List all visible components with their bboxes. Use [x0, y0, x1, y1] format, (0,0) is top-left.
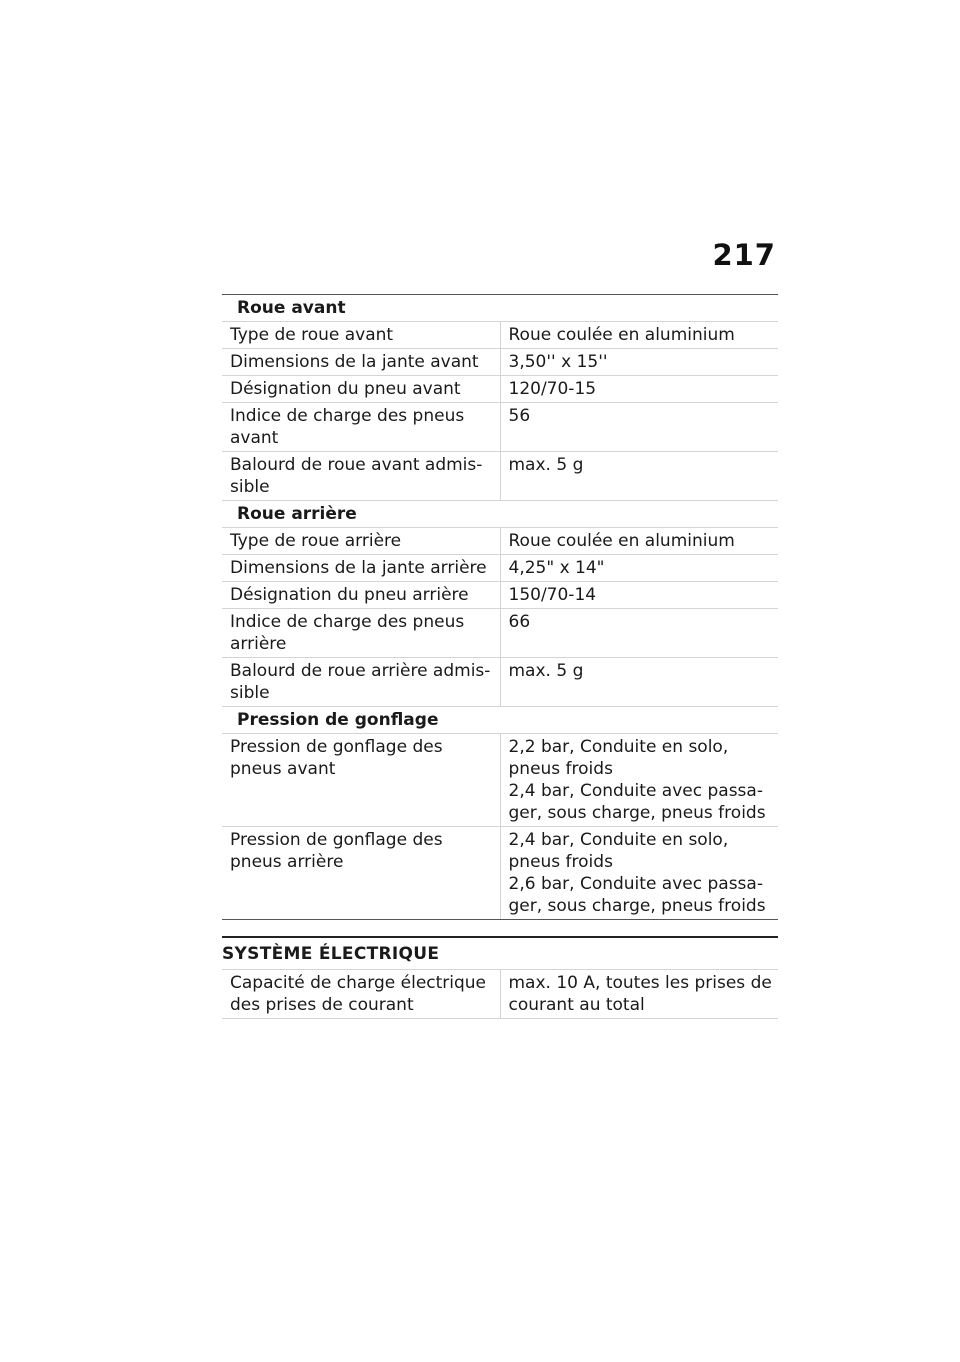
spec-table-wheels [222, 294, 778, 920]
table-row [222, 376, 778, 403]
table-row [222, 970, 778, 1019]
row-label: Balourd de roue avant admis-sible [222, 452, 500, 501]
row-label: Balourd de roue arrière admis-sible [222, 658, 500, 707]
value-line: 2,4 bar, Conduite avec passa-ger, sous charge, pneus froids [508, 781, 766, 823]
value-line: 2,4 bar, Conduite en solo, pneus froids [508, 830, 729, 872]
row-label: Désignation du pneu avant [222, 376, 500, 403]
section-heading-text: Pression de gonflage [222, 707, 778, 734]
spec-content [222, 294, 778, 1019]
row-label: Pression de gonflage des pneus avant [222, 734, 500, 827]
row-value: 66 [500, 609, 778, 658]
spec-table-electrical [222, 969, 778, 1019]
row-value: Roue coulée en aluminium [500, 322, 778, 349]
row-label: Pression de gonflage des pneus arrière [222, 827, 500, 920]
table-row [222, 349, 778, 376]
table-row [222, 322, 778, 349]
row-value: 150/70-14 [500, 582, 778, 609]
row-value [500, 827, 778, 920]
section-title-electrical: SYSTÈME ÉLECTRIQUE [222, 936, 778, 965]
table-row [222, 582, 778, 609]
value-line: 2,2 bar, Conduite en solo, pneus froids [508, 737, 729, 779]
section-heading-text: Roue avant [222, 295, 778, 322]
row-label: Dimensions de la jante avant [222, 349, 500, 376]
row-value: 3,50'' x 15'' [500, 349, 778, 376]
table-row [222, 452, 778, 501]
row-label: Indice de charge des pneus avant [222, 403, 500, 452]
page-number: 217 [712, 238, 776, 272]
row-value: max. 10 A, toutes les prises de courant au total [500, 970, 778, 1019]
row-value: Roue coulée en aluminium [500, 528, 778, 555]
row-label: Désignation du pneu arrière [222, 582, 500, 609]
row-value [500, 734, 778, 827]
row-value: 4,25" x 14" [500, 555, 778, 582]
section-heading-rear-wheel [222, 501, 778, 528]
table-row [222, 658, 778, 707]
section-heading-inflation [222, 707, 778, 734]
row-value: max. 5 g [500, 658, 778, 707]
section-heading-front-wheel [222, 295, 778, 322]
table-row [222, 528, 778, 555]
section-heading-text: Roue arrière [222, 501, 778, 528]
row-value: max. 5 g [500, 452, 778, 501]
table-row [222, 609, 778, 658]
value-line: 2,6 bar, Conduite avec passa-ger, sous charge, pneus froids [508, 874, 766, 916]
row-value: 56 [500, 403, 778, 452]
row-label: Capacité de charge électrique des prises de courant [222, 970, 500, 1019]
row-label: Type de roue avant [222, 322, 500, 349]
row-label: Dimensions de la jante arrière [222, 555, 500, 582]
table-row [222, 403, 778, 452]
row-label: Indice de charge des pneus arrière [222, 609, 500, 658]
table-row [222, 734, 778, 827]
row-label: Type de roue arrière [222, 528, 500, 555]
row-value: 120/70-15 [500, 376, 778, 403]
table-row [222, 827, 778, 920]
table-row [222, 555, 778, 582]
